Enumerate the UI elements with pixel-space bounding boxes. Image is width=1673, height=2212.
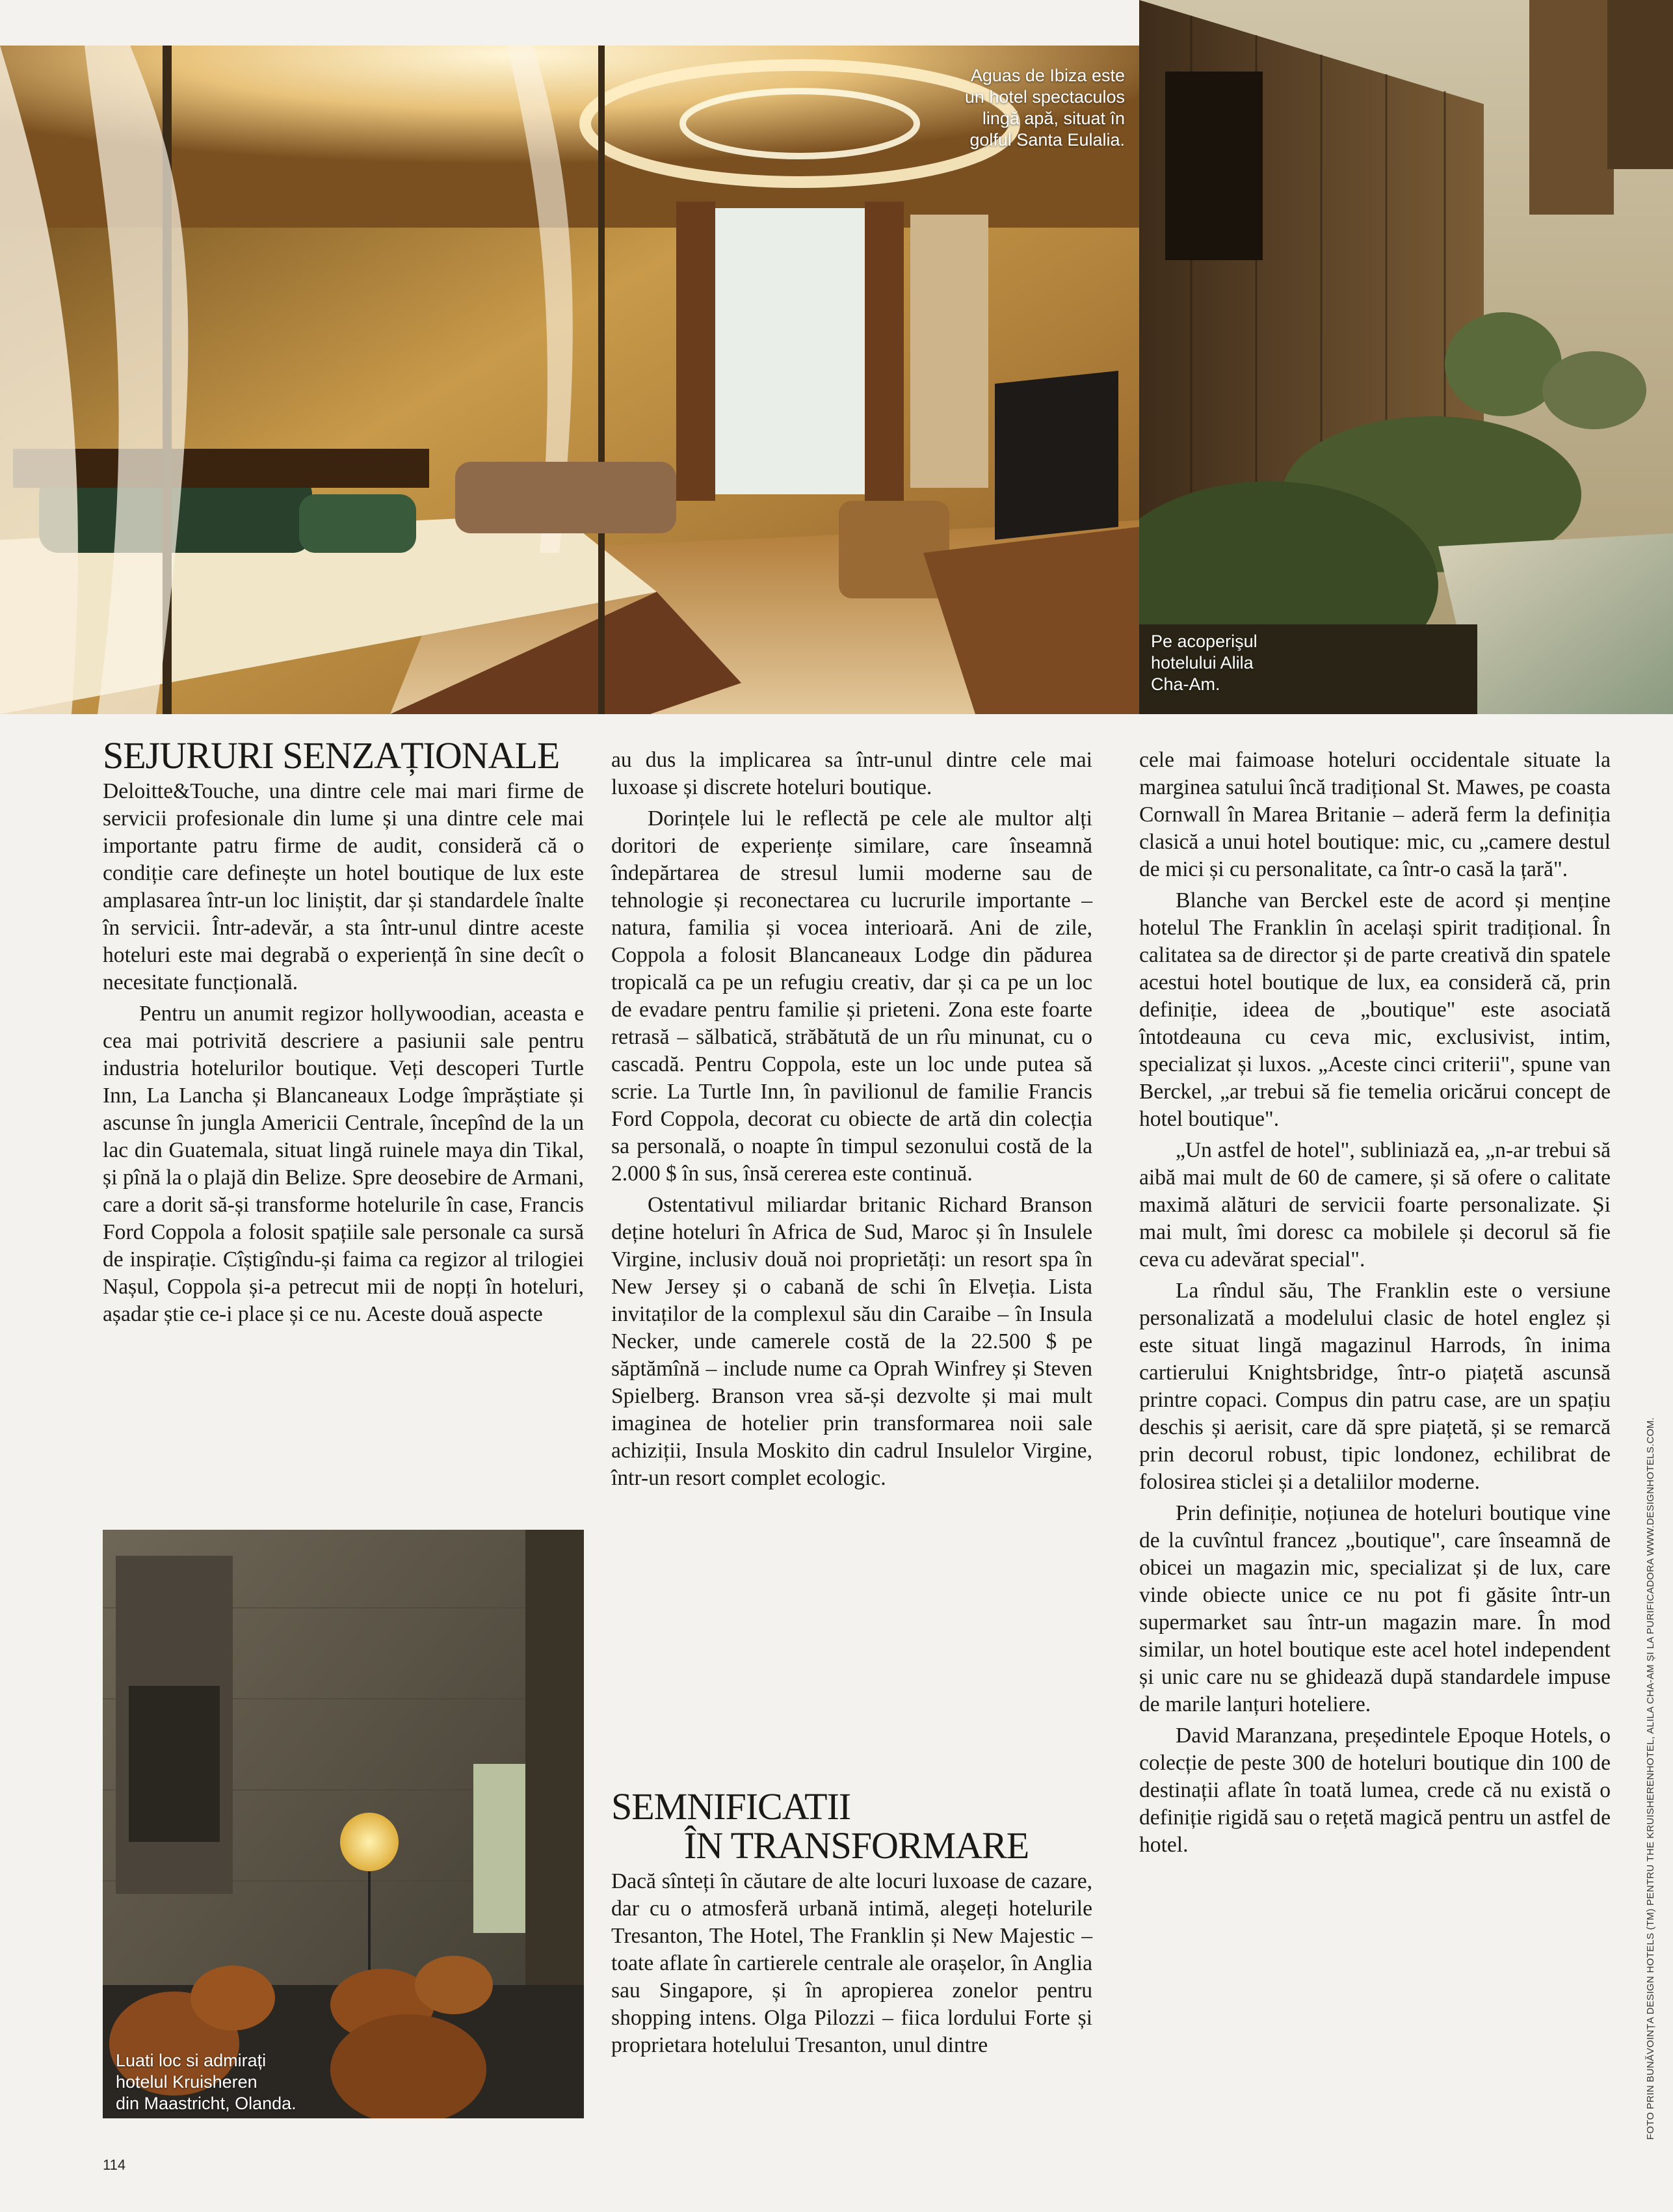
alila-photo-caption — [1151, 631, 1313, 695]
caption-line: Cha-Am. — [1151, 674, 1220, 694]
article-column-1 — [103, 736, 584, 1328]
kruisheren-lounge-photo — [103, 1530, 584, 2118]
caption-line: un hotel spectaculos — [964, 87, 1125, 107]
caption-line: Pe acoperişul — [1151, 632, 1258, 651]
heading-line: ÎN TRANSFORMARE — [684, 1824, 1029, 1867]
paragraph: Pentru un anumit regizor hollywoodian, aceasta e cea mai potrivită descriere a pasiunii sale pentru industria hotelurilor boutique. Veți descoperi Turtle Inn, La Lancha și Blancaneaux Lodge împrăștiate și ascunse în jungla Americii Centrale, începînd de la un lac din Guatemala, situat lingă ruinele maya din Tikal, și pînă la o plajă din Belize. Spre deosebire de Armani, care a dorit să-și transforme hotelurile în case, Francis Ford Coppola a folosit spațiile sale personale ca sursă de inspirație. Cîștigîndu-și faima ca regizor al trilogiei Nașul, Coppola și-a petrecut mii de nopți în hoteluri, așadar știe ce-i place și ce nu. Aceste două aspecte — [103, 1002, 584, 1326]
paragraph: Prin definiție, noțiunea de hoteluri boutique vine de la cuvîntul francez „boutique", care înseamnă de obicei un magazin mic, specializat și de lux, care vinde obiecte unice ce nu pot fi găsite într-un supermarket sau într-un magazin mare. În mod similar, un hotel boutique este acel hotel independent și unic care nu se ghidează după standardele impuse de marile lanțuri hoteliere. — [1139, 1501, 1611, 1716]
photo-credit: FOTO PRIN BUNĂVOINȚA DESIGN HOTELS (TM) PENTRU THE KRUISHERENHOTEL, ALILA CHA-AM ȘI LA PURIFICADORA WWW.DESIGNHOTELS.COM. — [1645, 1417, 1656, 2140]
section-heading: SEJURURI SENZAȚIONALE — [103, 734, 560, 777]
kruisheren-photo-caption — [116, 2050, 441, 2114]
paragraph: au dus la implicarea sa într-unul dintre cele mai luxoase și discrete hoteluri boutique. — [611, 748, 1092, 799]
paragraph: Dacă sînteți în căutare de alte locuri luxoase de cazare, dar cu o atmosferă urbană intimă, alegeți hotelurile Tresanton, The Hotel, The Franklin și New Majestic – toate aflate în cartierele centrale ale orașelor, în Anglia sau Singapore, și în apropierea zonelor pentru shopping intens. Olga Pilozzi – fiica lordului Forte și proprietara hotelului Tresanton, unul dintre — [611, 1869, 1092, 2057]
paragraph: La rîndul său, The Franklin este o versiune personalizată a modelului clasic de hotel englez și este situat lingă magazinul Harrods, în inima cartierului Knightsbridge, într-o piațetă ascunsă printre copaci. Compus din patru case, are un spațiu deschis și aerisit, care dă spre piațetă, și se remarcă prin decorul robust, tipic londonez, echilibrat de folosirea sticlei și a detaliilor moderne. — [1139, 1279, 1611, 1494]
caption-line: hotelul Kruisheren — [116, 2072, 257, 2092]
article-column-2 — [611, 747, 1092, 1492]
section-heading — [611, 1787, 1092, 1865]
ibiza-photo-caption — [910, 65, 1125, 151]
article-column-3 — [1139, 747, 1611, 1859]
caption-line: lingă apă, situat în — [982, 109, 1125, 128]
paragraph: Dorințele lui le reflectă pe cele ale multor alți doritori de experiențe similare, care înseamnă îndepărtarea de stresul lumii moderne sau de tehnologie și reconectarea cu lucrurile importante – natura, familia și vocea interioară. Ani de zile, Coppola a folosit Blancaneaux Lodge din pădurea tropicală ca pe un refugiu creativ, dar și ca pe un loc de evadare pentru familie și prieteni. Zona este foarte retrasă – sălbatică, străbătută de un rîu minunat, cu o cascadă. Pentru Coppola, este un loc unde putea să scrie. La Turtle Inn, în pavilionul de familie Francis Ford Coppola, decorat cu obiecte de artă din colecția sa personală, o noapte în timpul sezonului costă de la 2.000 $ în sus, însă cererea este continuă. — [611, 806, 1092, 1186]
paragraph: Deloitte&Touche, una dintre cele mai mari firme de servicii profesionale din lume și una dintre cele mai importante patru firme de audit, consideră că o condiție care definește un hotel boutique de lux este amplasarea într-un loc liniștit, dar și standardele înalte în servicii. Într-adevăr, a sta într-unul dintre aceste hoteluri este mai degrabă o experiență în sine decît o necesitate funcțională. — [103, 779, 584, 994]
caption-line: Aguas de Ibiza este — [970, 66, 1125, 85]
paragraph: Ostentativul miliardar britanic Richard Branson deține hoteluri în Africa de Sud, Maroc și în Insulele Virgine, inclusiv două noi proprietăți: un resort spa în New Jersey și o cabană de schi în Elveția. Lista invitaților de la complexul său din Caraibe – în Insula Necker, unde camerele costă de la 22.500 $ pe săptămînă – include nume ca Oprah Winfrey și Steven Spielberg. Branson vrea să-și dezvolte și mai mult imaginea de hotelier prin transformarea noii sale achiziții, Insula Moskito din cadrul Insulelor Virgine, într-un resort complet ecologic. — [611, 1193, 1092, 1490]
paragraph: cele mai faimoase hoteluri occidentale situate la marginea satului încă tradițional St. Mawes, pe coasta Cornwall în Marea Britanie – aderă ferm la definiția clasică a unui hotel boutique: mic, cu „camere destul de mici și cu personalitate, ca într-o casă la țară". — [1139, 748, 1611, 881]
paragraph: „Un astfel de hotel", subliniază ea, „n-ar trebui să aibă mai mult de 60 de camere, și să ofere o calitate maximă alături de servicii foarte personalizate. Și mai mult, îmi doresc ca mobilele și decorul să fie ceva cu adevărat special". — [1139, 1138, 1611, 1272]
caption-line: hotelului Alila — [1151, 653, 1254, 673]
alila-rooftop-photo — [1139, 0, 1673, 714]
article-column-2-lower — [611, 1787, 1092, 2059]
caption-line: Luati loc si admirați — [116, 2051, 267, 2070]
caption-line: din Maastricht, Olanda. — [116, 2094, 296, 2113]
caption-line: golful Santa Eulalia. — [969, 130, 1125, 150]
paragraph: David Maranzana, președintele Epoque Hotels, o colecție de peste 300 de hoteluri boutique din 100 de destinații aflate în toată lumea, crede că nu există o definiție rigidă sau o rețetă magică pentru un astfel de hotel. — [1139, 1724, 1611, 1857]
paragraph: Blanche van Berckel este de acord și menține hotelul The Franklin în același spirit tradițional. În calitatea sa de director și de parte creativă din spatele acestui hotel boutique de lux, ea consideră că, prin definiție, ideea de „boutique" este asociată întotdeauna cu ceva mic, exclusivist, intim, specializat și luxos. „Aceste cinci criterii", spune van Berckel, „ar trebui să fie temelia oricărui concept de hotel boutique". — [1139, 888, 1611, 1131]
heading-line: SEMNIFICATII — [611, 1785, 851, 1828]
page-number: 114 — [103, 2157, 126, 2173]
